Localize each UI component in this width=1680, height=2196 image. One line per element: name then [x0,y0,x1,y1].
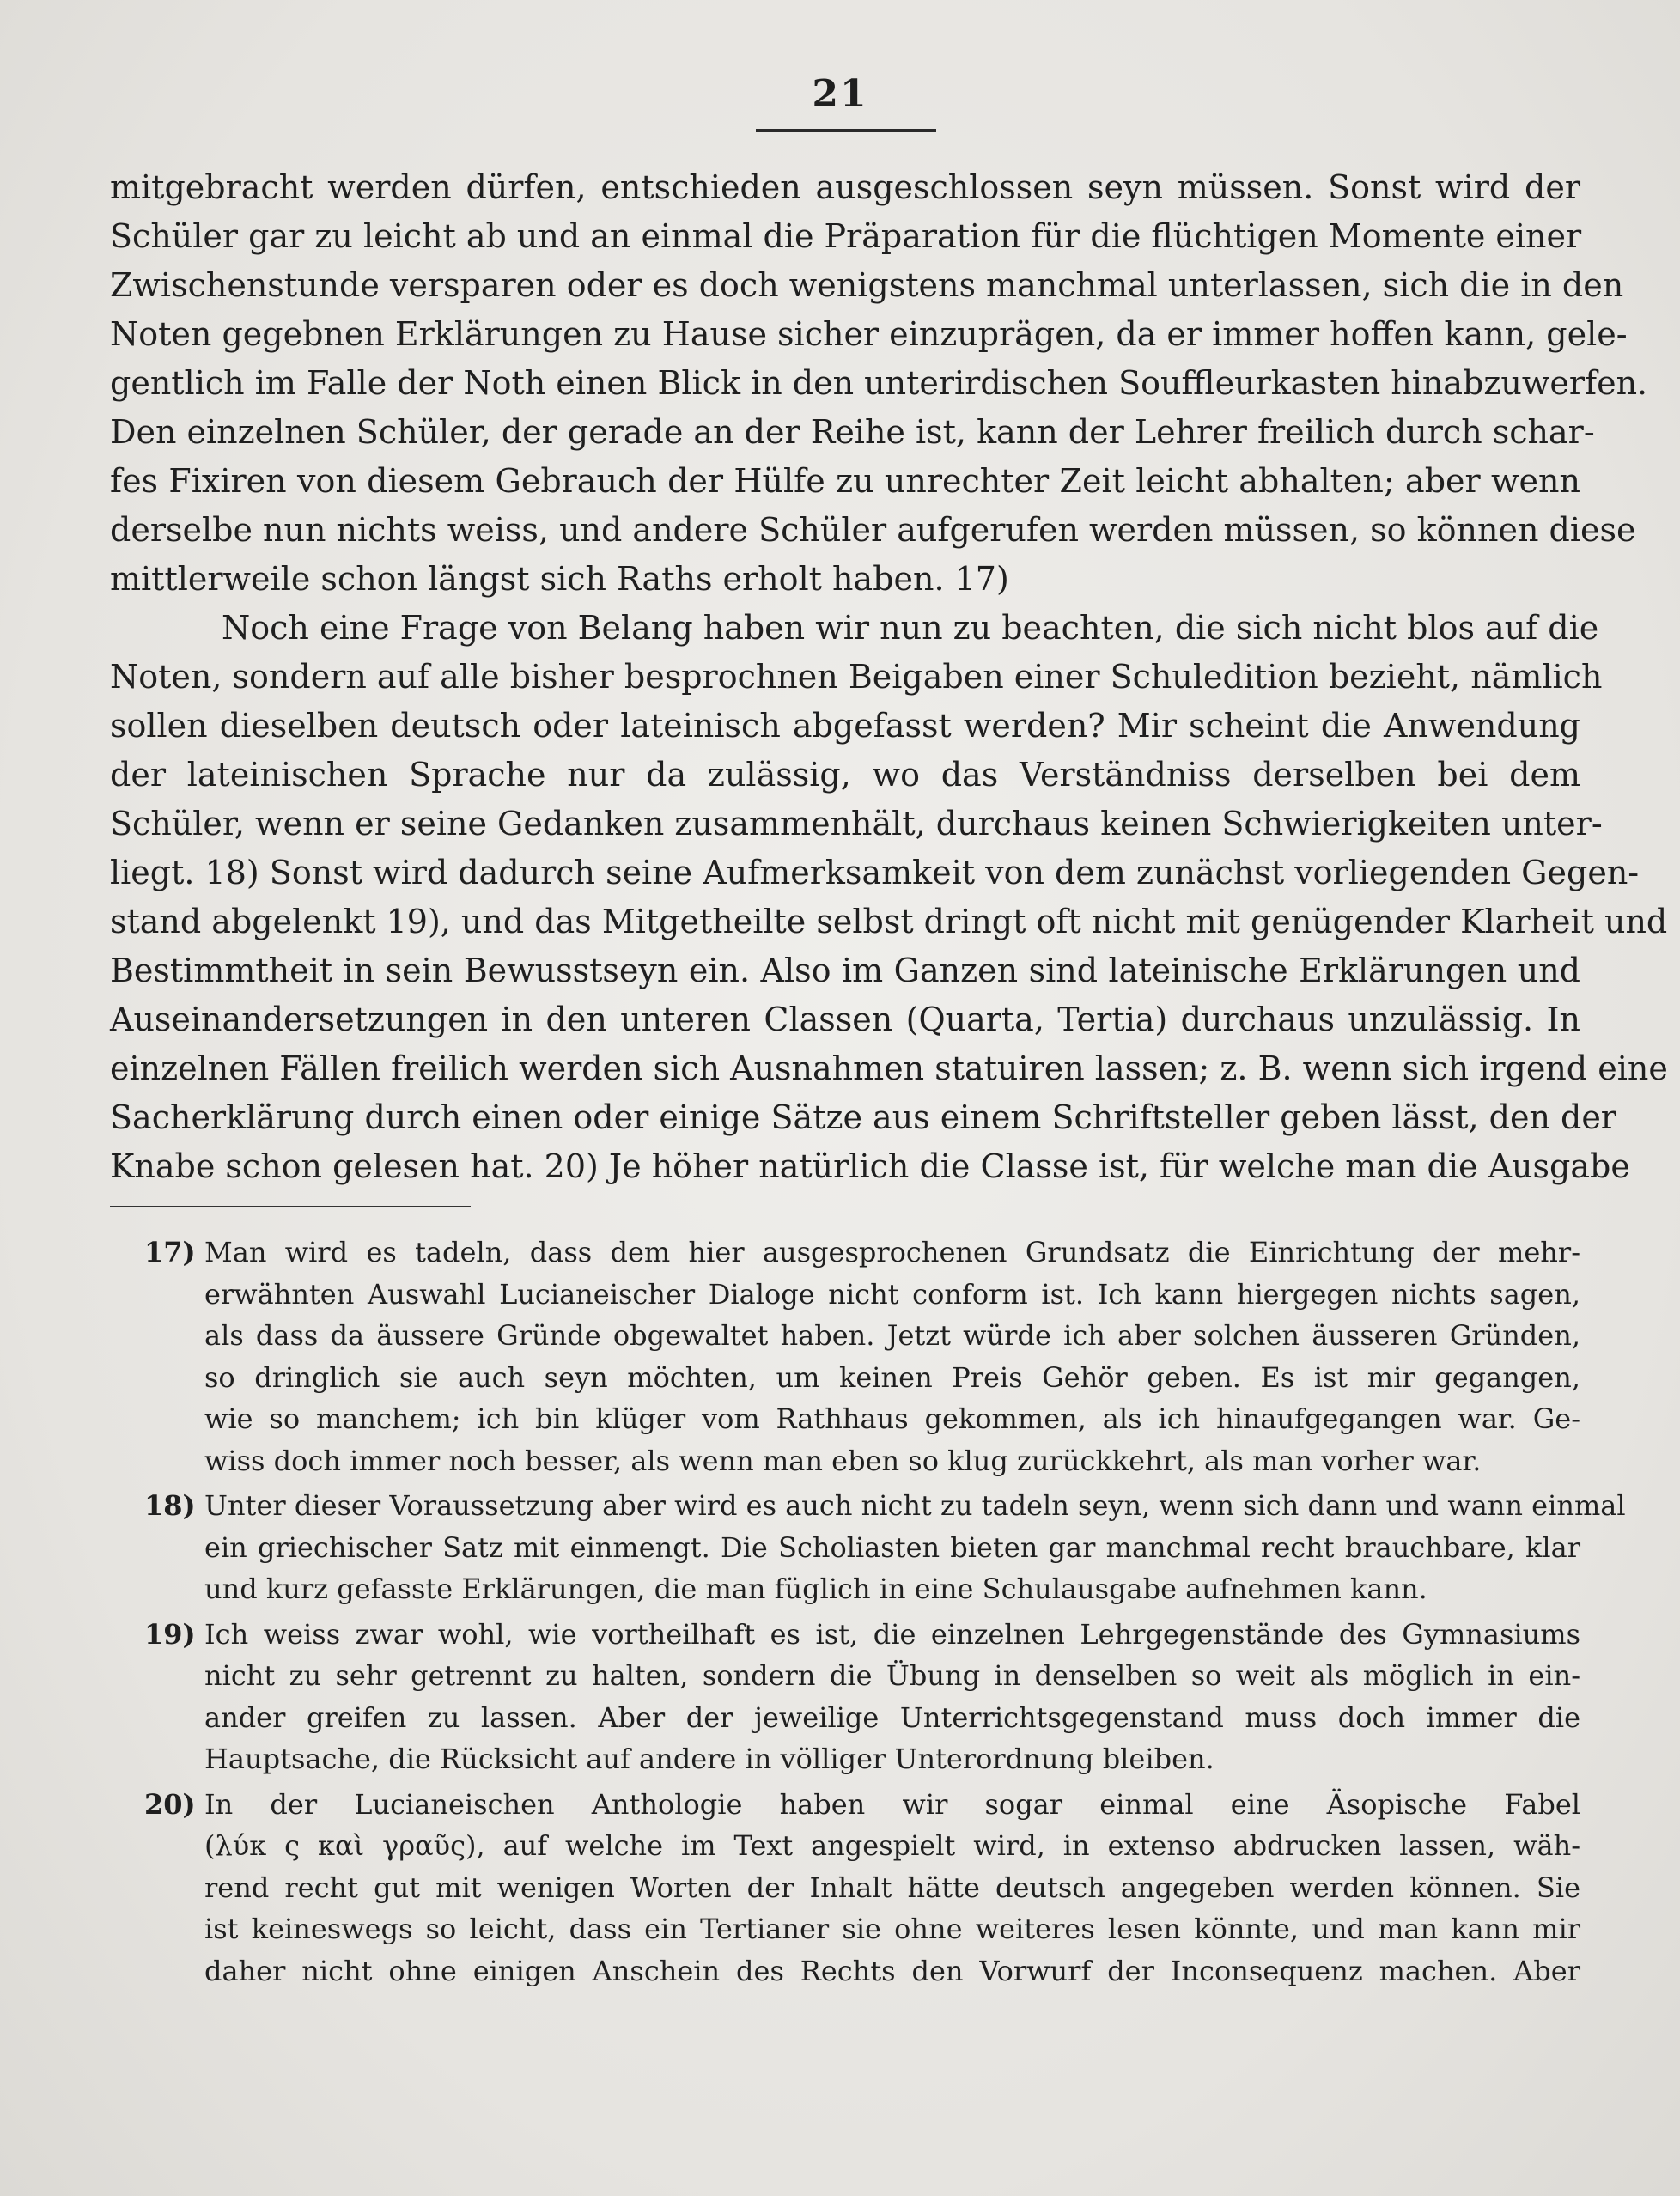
body-line: liegt. 18) Sonst wird dadurch seine Aufmerksamkeit von dem zunächst vorliegenden Gegen- [110,854,1640,891]
footnote-line: und kurz gefasste Erklärungen, die man füglich in eine Schulausgabe aufnehmen kann. [204,1572,1427,1605]
body-line: Schüler, wenn er seine Gedanken zusammenhält, durchaus keinen Schwierigkeiten unter- [110,805,1603,843]
footnote-label: 20) [144,1787,196,1821]
footnote-17 [144,1232,1580,1481]
footnote-line: als dass da äussere Gründe obgewaltet haben. Jetzt würde ich aber solchen äusseren Gründen, [204,1319,1580,1352]
body-line: gentlich im Falle der Noth einen Blick in den unterirdischen Souffleurkasten hinabzuwerfen. [110,364,1648,402]
body-line: Zwischenstunde versparen oder es doch wenigstens manchmal unterlassen, sich die in den [110,266,1624,304]
footnote-18 [144,1485,1626,1610]
footnote-line: daher nicht ohne einigen Anschein des Rechts den Vorwurf der Inconsequenz machen. Aber [204,1954,1580,1987]
footnote-line: rend recht gut mit wenigen Worten der Inhalt hätte deutsch angegeben werden können. Sie [204,1871,1580,1904]
page-number-rule [756,129,936,132]
body-line: Noch eine Frage von Belang haben wir nun zu beachten, die sich nicht blos auf die [222,609,1599,647]
footnote-line: Unter dieser Voraussetzung aber wird es auch nicht zu tadeln seyn, wenn sich dann und wann einmal [204,1489,1626,1522]
footnote-line: Man wird es tadeln, dass dem hier ausgesprochenen Grundsatz die Einrichtung der mehr- [204,1236,1580,1268]
body-line: stand abgelenkt 19), und das Mitgetheilte selbst dringt oft nicht mit genügender Klarheit und [110,903,1668,940]
footnote-line: In der Lucianeischen Anthologie haben wir sogar einmal eine Äsopische Fabel [204,1787,1580,1821]
footnotes [144,1232,1626,1995]
footnote-line: ist keineswegs so leicht, dass ein Tertianer sie ohne weiteres lesen könnte, und man kann mir [204,1913,1580,1945]
body-line: mittlerweile schon längst sich Raths erholt haben. 17) [110,560,1009,598]
main-text [110,163,1668,1191]
body-line: Noten, sondern auf alle bisher besprochnen Beigaben einer Schuledition bezieht, nämlich [110,658,1603,696]
footnote-label: 18) [144,1489,196,1522]
footnote-line: wiss doch immer noch besser, als wenn man eben so klug zurückkehrt, als man vorher war. [204,1444,1482,1477]
footnote-line: wie so manchem; ich bin klüger vom Rathhaus gekommen, als ich hinaufgegangen war. Ge- [204,1402,1580,1435]
footnote-line: ein griechischer Satz mit einmengt. Die Scholiasten bieten gar manchmal recht brauchbare, klar [204,1530,1580,1564]
body-line: einzelnen Fällen freilich werden sich Ausnahmen statuiren lassen; z. B. wenn sich irgend eine [110,1049,1668,1087]
footnote-line: erwähnten Auswahl Lucianeischer Dialoge nicht conform ist. Ich kann hiergegen nichts sagen, [204,1277,1580,1311]
footnote-19 [144,1614,1580,1780]
body-line: sollen dieselben deutsch oder lateinisch abgefasst werden? Mir scheint die Anwendung [110,707,1580,745]
footnote-20 [144,1784,1580,1992]
body-line: fes Fixiren von diesem Gebrauch der Hülfe zu unrechter Zeit leicht abhalten; aber wenn [110,462,1580,500]
footnote-line: Hauptsache, die Rücksicht auf andere in völliger Unterordnung bleiben. [204,1743,1214,1775]
body-line: Knabe schon gelesen hat. 20) Je höher natürlich die Classe ist, für welche man die Ausgabe [110,1147,1630,1185]
body-line: mitgebracht werden dürfen, entschieden ausgeschlossen seyn müssen. Sonst wird der [110,168,1580,206]
footnote-line: Ich weiss zwar wohl, wie vortheilhaft es ist, die einzelnen Lehrgegenstände des Gymnasiums [204,1617,1580,1651]
body-line: Noten gegebnen Erklärungen zu Hause sicher einzuprägen, da er immer hoffen kann, gele- [110,315,1628,353]
body-line: Den einzelnen Schüler, der gerade an der Reihe ist, kann der Lehrer freilich durch schar- [110,413,1595,451]
footnote-line: (λύκ ς καὶ γραῦς), auf welche im Text angespielt wird, in extenso abdrucken lassen, wäh- [204,1829,1580,1862]
footnote-separator [110,1206,471,1207]
body-line: Sacherklärung durch einen oder einige Sätze aus einem Schriftsteller geben lässt, den der [110,1098,1616,1136]
body-line: derselbe nun nichts weiss, und andere Schüler aufgerufen werden müssen, so können diese [110,511,1636,549]
page-number: 21 [812,72,868,116]
footnote-line: ander greifen zu lassen. Aber der jeweilige Unterrichtsgegenstand muss doch immer die [204,1700,1580,1734]
footnote-line: so dringlich sie auch seyn möchten, um keinen Preis Gehör geben. Es ist mir gegangen, [204,1360,1580,1394]
footnote-label: 17) [144,1236,196,1268]
body-line: Bestimmtheit in sein Bewusstseyn ein. Also im Ganzen sind lateinische Erklärungen und [110,952,1580,989]
body-line: Auseinandersetzungen in den unteren Classen (Quarta, Tertia) durchaus unzulässig. In [110,1001,1580,1038]
footnote-line: nicht zu sehr getrennt zu halten, sondern die Übung in denselben so weit als möglich in ein- [204,1659,1580,1692]
body-line: der lateinischen Sprache nur da zulässig, wo das Verständniss derselben bei dem [110,756,1580,794]
footnote-label: 19) [144,1617,196,1651]
body-line: Schüler gar zu leicht ab und an einmal die Präparation für die flüchtigen Momente einer [110,217,1582,255]
